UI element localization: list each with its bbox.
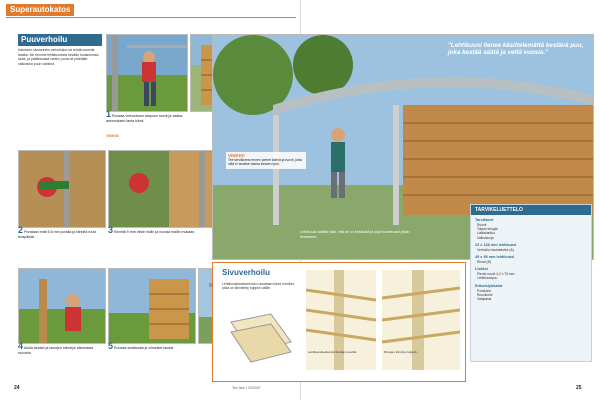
photo-step2 — [18, 150, 106, 228]
supplies-item: Tolpan kengät — [477, 227, 498, 232]
pull-quote: "Lehtikuusi lienee käsittelemättä kestävä puu, joka kestää säätä ja vettä vuosia." — [448, 42, 584, 57]
supplies-item: Valkoisuoja — [477, 235, 494, 240]
vinkki-box — [226, 152, 306, 169]
photo-mounting — [106, 34, 188, 112]
left-title-box — [18, 34, 102, 46]
supplies-item: Lehtikuusipuu — [477, 276, 498, 281]
supplies-heading: TARVIKELUETTELO — [471, 205, 591, 215]
supplies-group-title: 45 x 95 mm lehtikuusi — [475, 255, 515, 260]
supplies-item: Verhoilun lautatarvike (A) — [477, 247, 514, 252]
vinkki-label: VINKKI! — [228, 153, 245, 158]
supplies-item: Ruuvikone — [477, 292, 493, 297]
page-title: Puuverhoilu — [21, 35, 68, 44]
detail-drawing-c — [382, 270, 460, 370]
detail-b-label: Rimojen kiinnitys tolppiin. — [384, 350, 418, 354]
hero-caption: Lehtikuusi valittiin siksi, että se on kestävää ja sopii luontevasti pihan ilmeeseen. — [300, 230, 410, 239]
detail-drawing-b — [306, 270, 376, 370]
step-3-caption: 3 Kiinnitä 9 mm viiste ristiin ja ruuvaa mallin mukaan. — [108, 225, 196, 235]
supplies-group-title: Lisäksi — [475, 267, 488, 272]
step-2-caption: 2 Porataan reiät 5,5 mm poralla ja kiinnitä ruuvi terapäistä. — [18, 225, 97, 239]
vinkki-text: Tee tarvikkeesi ennen pienet kahvit ja ruuvit, jotta niitä ei tarvitse hakea kesken työn. — [228, 158, 302, 167]
supplies-box — [470, 204, 592, 362]
page-number-right: 25 — [576, 385, 582, 391]
supplies-item: Vatupassi — [477, 297, 492, 302]
supplies-item: Pienet ruuvit 4,2 x 75 mm — [477, 272, 515, 277]
detail-a-label: Lehtikuusilaudat kiinnitetään ruuvilla. — [308, 350, 357, 354]
supplies-item: Rimat (B) — [477, 260, 491, 265]
step-4-caption: 4 Aloita laudan ja lautojen kiinnitys alimmasta ruuvista. — [18, 341, 94, 355]
page-number-left: 24 — [14, 385, 20, 391]
detail-drawing-a — [226, 312, 296, 372]
supplies-item: Porakone — [477, 288, 492, 293]
intro-text: Katoksen sivuseinien verhoiluksi voi tehdä monella tavalla. Me teimme lehtikuusesta kevään tuotannossa lauta- ja päällelautaa varten, josta ne pidetään valkoisina puun värisinä. — [18, 48, 99, 66]
step-1-vinkki: VINKKI! — [106, 134, 120, 138]
sivuverhoilu-text: Lehtikuusilautaverhoilu ruuvataan kiinni rimoihin, jotka on kiinnitetty tolppiin välille. — [222, 282, 295, 291]
photo-step4 — [18, 268, 106, 344]
footer-center: Tee Itse • 10/2007 — [232, 386, 261, 390]
photo-step5 — [108, 268, 196, 344]
header-rule — [6, 17, 296, 18]
step-5-caption: 5 Ruuvaa sisälaudat ja viimeiset laudat. — [108, 341, 175, 351]
section-header: Superautokatos — [6, 4, 74, 16]
step-1-caption: 1 Ruuvaa verhouksen alapuun ruuvit ja vaaka-asennuksen lauta kiinni. — [106, 109, 184, 123]
supplies-group-title: 23 x 138 mm lehtikuusi — [475, 242, 517, 247]
supplies-item: Lattiakarkku — [477, 231, 495, 236]
supplies-group-title: Tarvikkeet — [475, 218, 494, 222]
supplies-group-title: Erikoistyökalut — [475, 283, 503, 288]
supplies-item: Ruuvit — [477, 223, 487, 227]
sivuverhoilu-title: Sivuverhoilu — [222, 268, 271, 277]
